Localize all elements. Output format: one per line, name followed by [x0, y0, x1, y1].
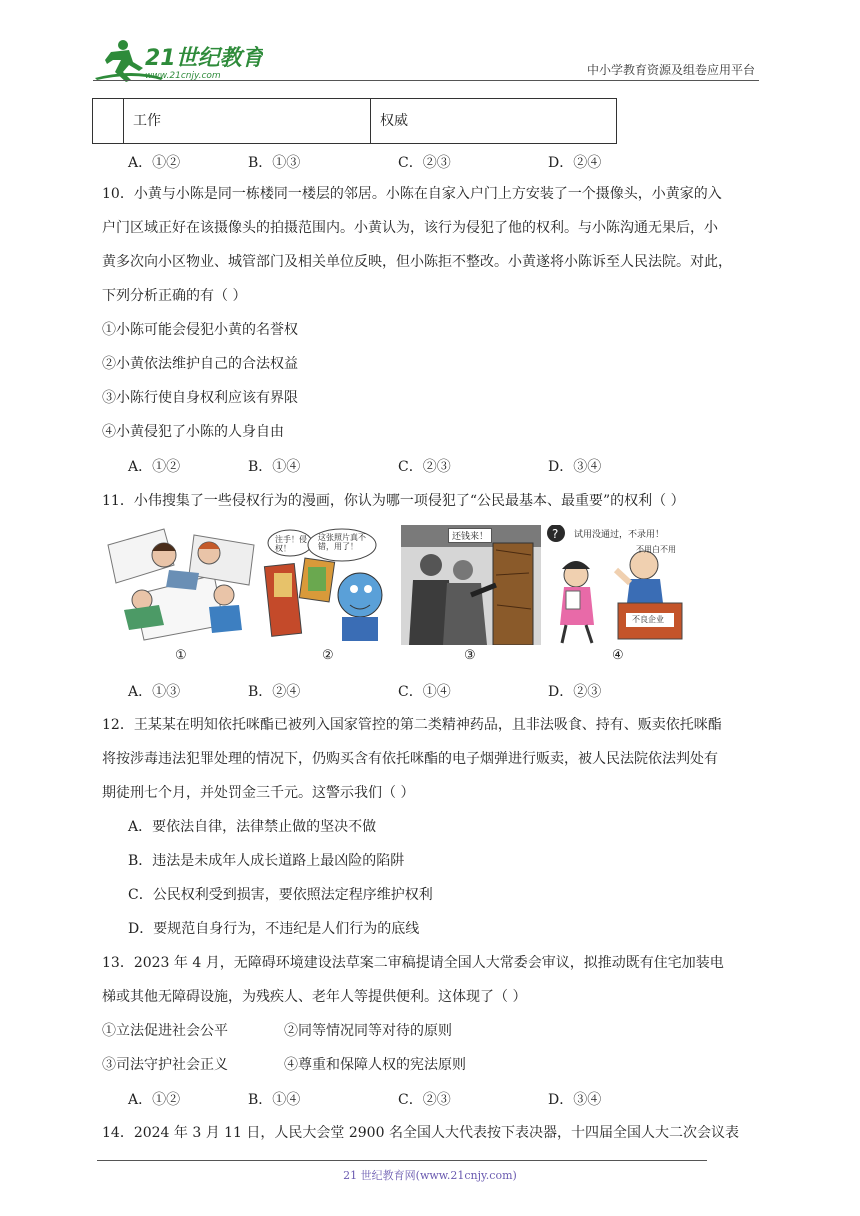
q12-option-c[interactable]: C．公民权利受到损害，要依照法定程序维护权利: [128, 887, 433, 903]
q9-option-b[interactable]: B．①③: [248, 155, 301, 171]
comic-1-label: ①: [175, 648, 187, 663]
q13-option-a[interactable]: A．①②: [128, 1092, 181, 1108]
comic-2-bubble-2: 这张照片真不错，用了！: [318, 533, 366, 551]
comic-4-bubble-1: 试用没通过，不录用！: [574, 530, 665, 540]
q10-line-2: 户门区域正好在该摄像头的拍摄范围内。小黄认为，该行为侵犯了他的权利。与小陈沟通无果后，小: [102, 220, 718, 236]
q12-line-3: 期徒刑七个月，并处罚金三千元。这警示我们（ ）: [102, 785, 415, 801]
q14-line: 14．2024 年 3 月 11 日，人民大会堂 2900 名全国人大代表按下表决器，十四届全国人大二次会议表: [102, 1125, 739, 1141]
q13-item-4: ④尊重和保障人权的宪法原则: [284, 1057, 466, 1073]
q11-option-d[interactable]: D．②③: [548, 684, 602, 700]
table-cell-blank: [93, 99, 124, 143]
q13-item-3: ③司法守护社会正义: [102, 1057, 228, 1073]
logo-text: 21世纪教育: [145, 46, 263, 71]
comic-3-label: ③: [464, 648, 476, 663]
svg-text:?: ?: [552, 527, 559, 541]
q11-option-c[interactable]: C．①④: [398, 684, 451, 700]
q10-item-4: ④小黄侵犯了小陈的人身自由: [102, 424, 284, 440]
q11-option-a[interactable]: A．①③: [128, 684, 181, 700]
comic-3-image: [401, 525, 541, 645]
q10-line-4: 下列分析正确的有（ ）: [102, 288, 247, 304]
q10-option-c[interactable]: C．②③: [398, 459, 451, 475]
table-cell-authority: 权威: [380, 113, 408, 129]
comic-4-image: [546, 525, 692, 645]
q13-line-2: 梯或其他无障碍设施，为残疾人、老年人等提供便利。这体现了（ ）: [102, 989, 527, 1005]
site-logo: [93, 38, 263, 84]
q10-item-1: ①小陈可能会侵犯小黄的名誉权: [102, 322, 298, 338]
q13-option-b[interactable]: B．①④: [248, 1092, 301, 1108]
q12-line-2: 将按涉毒违法犯罪处理的情况下，仍购买含有依托咪酯的电子烟弹进行贩卖，被人民法院依法判处有: [102, 751, 718, 767]
q13-option-c[interactable]: C．②③: [398, 1092, 451, 1108]
q12-option-a[interactable]: A．要依法自律，法律禁止做的坚决不做: [128, 819, 377, 835]
table-cell-work: 工作: [124, 99, 371, 143]
comic-2-bubble-1: 注手！侵权！: [275, 535, 307, 553]
q11-line: 11．小伟搜集了一些侵权行为的漫画，你认为哪一项侵犯了“公民最基本、最重要”的权利（ ）: [102, 493, 685, 509]
q13-line-1: 13．2023 年 4 月，无障碍环境建设法草案二审稿提请全国人大常委会审议，拟推动既有住宅加装电: [102, 955, 724, 971]
comic-4-label: ④: [612, 648, 624, 663]
q10-item-2: ②小黄依法维护自己的合法权益: [102, 356, 298, 372]
q12-option-d[interactable]: D．要规范自身行为，不违纪是人们行为的底线: [128, 921, 420, 937]
comic-3-bubble: 还钱来！: [448, 528, 492, 543]
q10-item-3: ③小陈行使自身权利应该有界限: [102, 390, 298, 406]
comic-4-sign: 不良企业: [632, 615, 664, 624]
q13-item-2: ②同等情况同等对待的原则: [284, 1023, 452, 1039]
q11-option-b[interactable]: B．②④: [248, 684, 301, 700]
footer-text[interactable]: 21 世纪教育网(www.21cnjy.com): [343, 1169, 517, 1182]
answer-table-row: [92, 98, 617, 144]
q12-option-b[interactable]: B．违法是未成年人成长道路上最凶险的陷阱: [128, 853, 405, 869]
comic-4-bubble-2: 不用白不用: [636, 545, 676, 554]
q13-option-d[interactable]: D．③④: [548, 1092, 602, 1108]
header-platform-text: 中小学教育资源及组卷应用平台: [586, 63, 755, 77]
q13-item-1: ①立法促进社会公平: [102, 1023, 228, 1039]
q10-option-a[interactable]: A．①②: [128, 459, 181, 475]
q10-line-3: 黄多次向小区物业、城管部门及相关单位反映，但小陈拒不整改。小黄遂将小陈诉至人民法院。对此，: [102, 254, 732, 270]
footer-divider: [97, 1160, 707, 1161]
comic-2-label: ②: [322, 648, 334, 663]
q9-option-c[interactable]: C．②③: [398, 155, 451, 171]
q9-option-d[interactable]: D．②④: [548, 155, 602, 171]
q10-option-d[interactable]: D．③④: [548, 459, 602, 475]
logo-url: www.21cnjy.com: [145, 71, 221, 81]
q12-line-1: 12．王某某在明知依托咪酯已被列入国家管控的第二类精神药品，且非法吸食、持有、贩卖依托咪酯: [102, 717, 722, 733]
q10-option-b[interactable]: B．①④: [248, 459, 301, 475]
q10-line-1: 10．小黄与小陈是同一栋楼同一楼层的邻居。小陈在自家入户门上方安装了一个摄像头，小黄家的入: [102, 186, 722, 202]
header-divider: [93, 80, 759, 81]
comic-1-image: [104, 525, 260, 645]
q9-option-a[interactable]: A．①②: [128, 155, 181, 171]
